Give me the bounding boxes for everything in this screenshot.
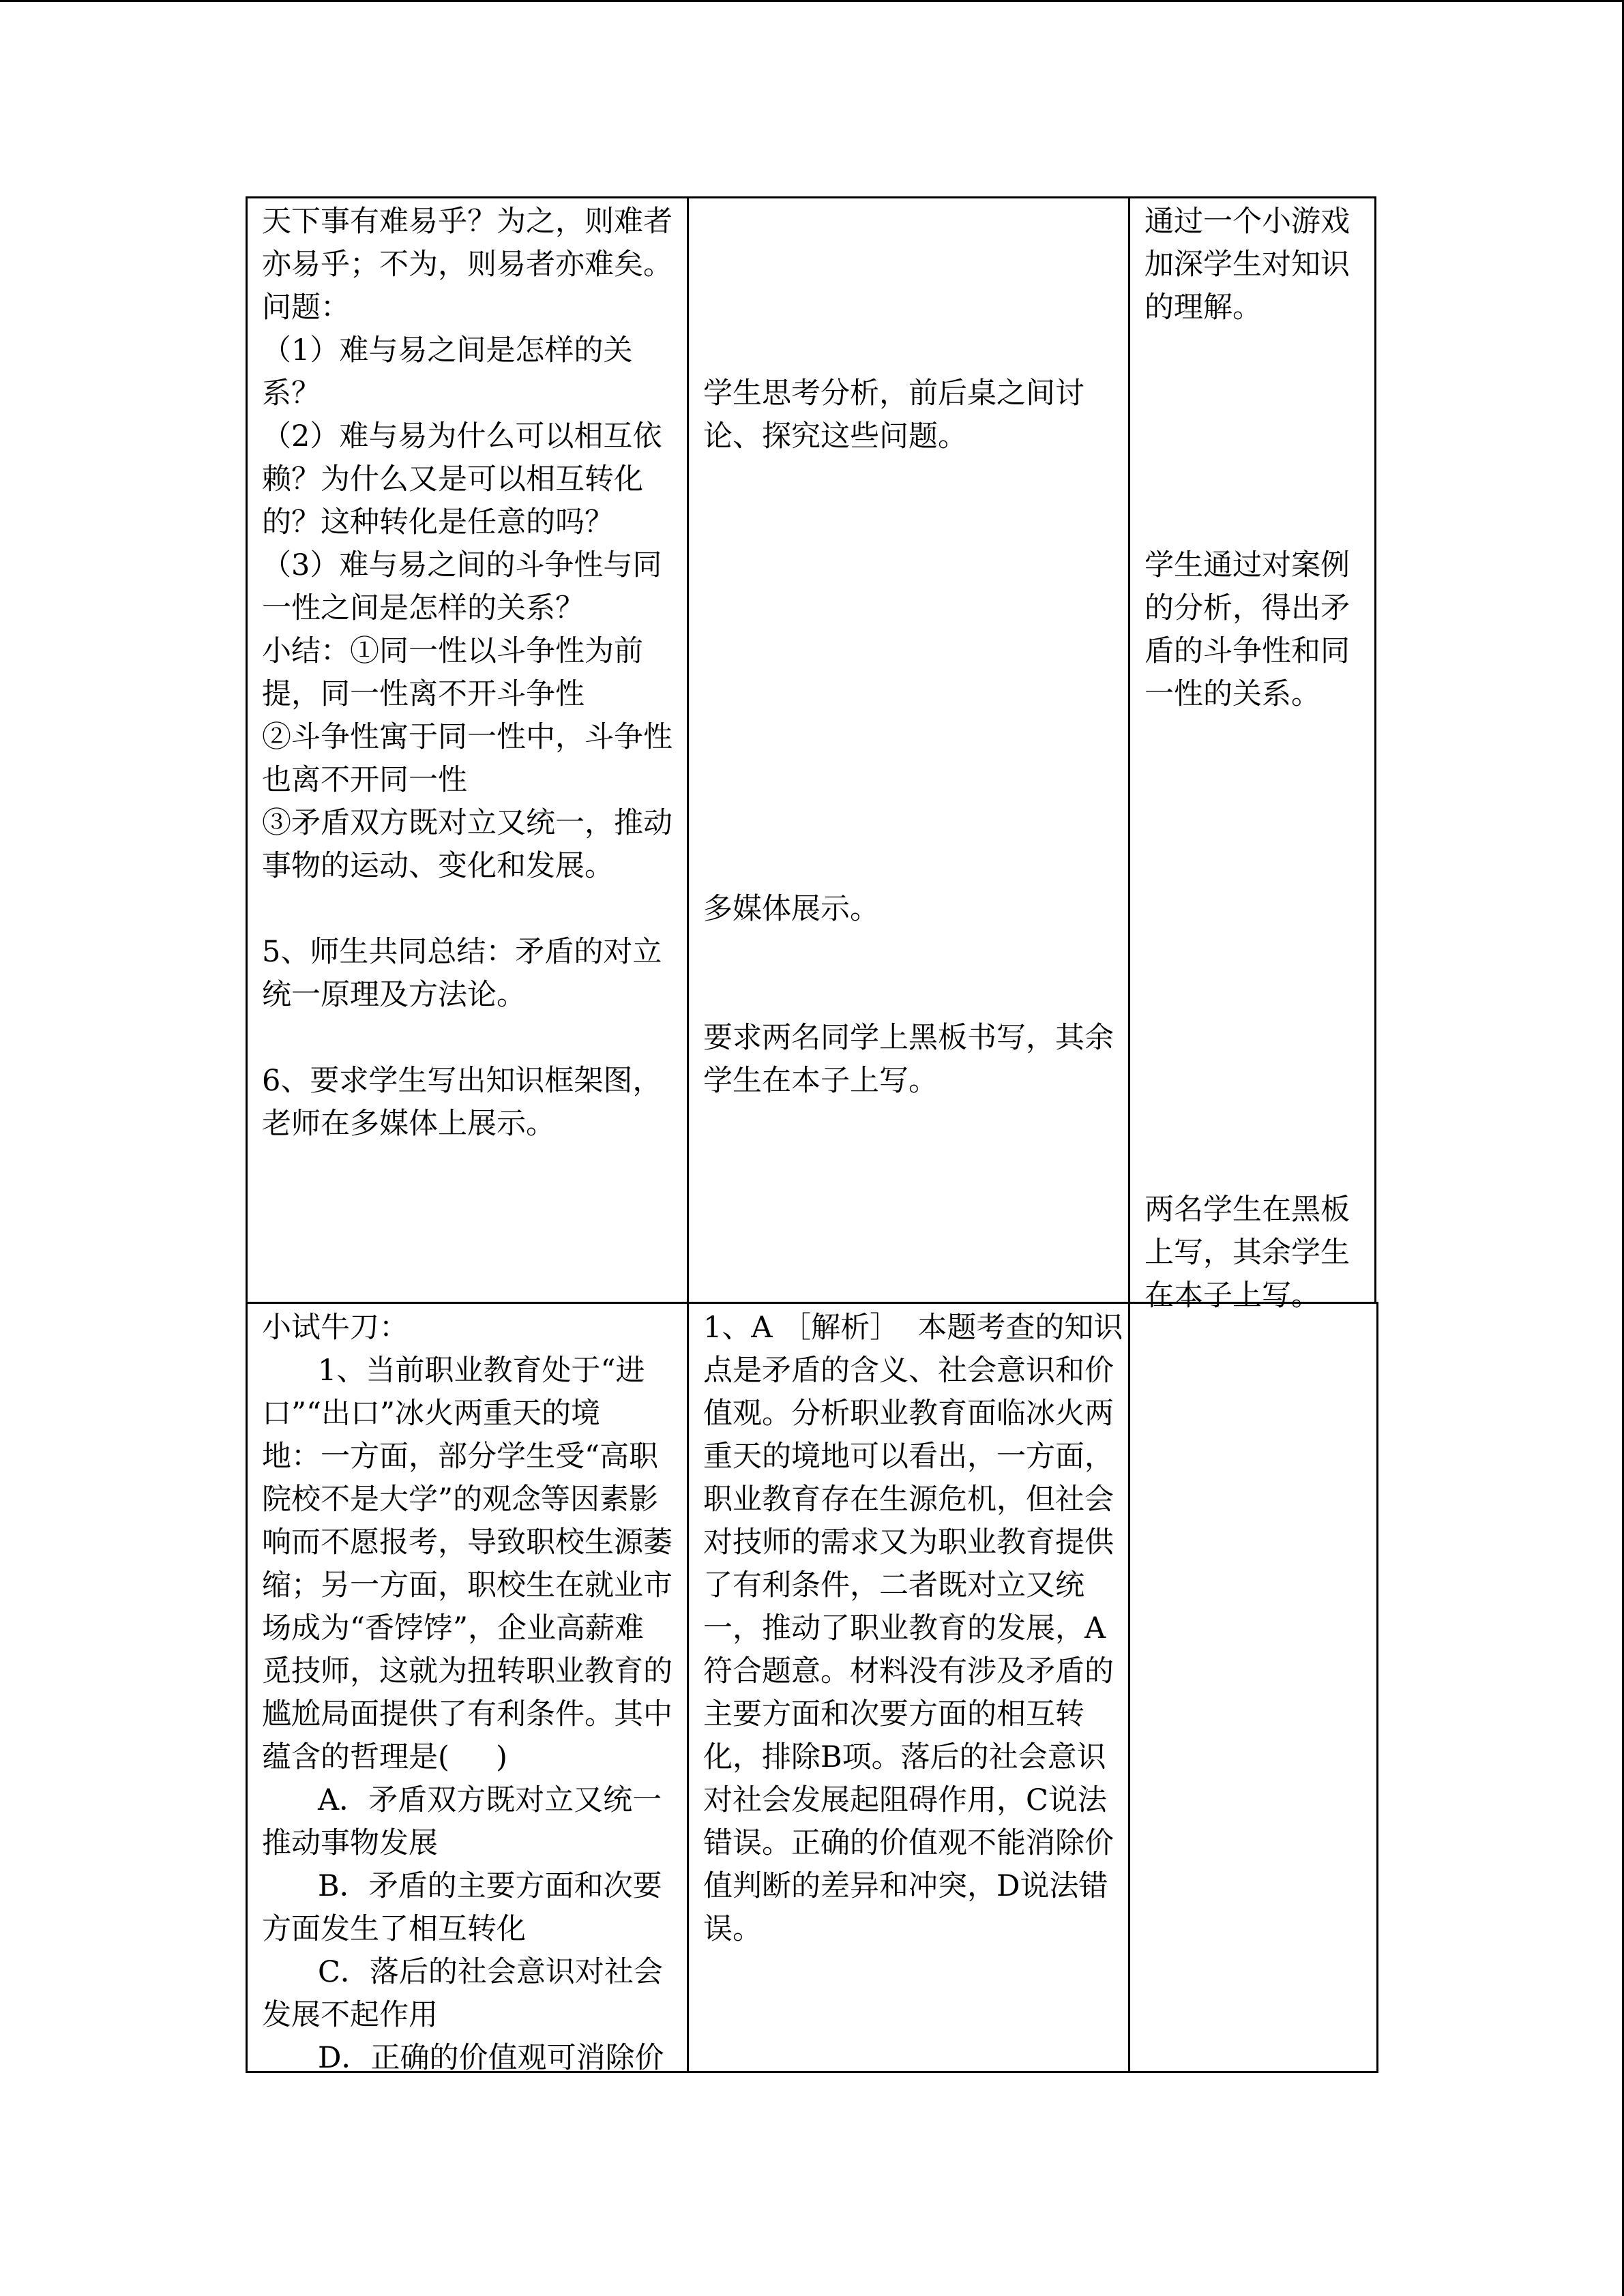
paragraph: 问题：: [262, 290, 350, 325]
paragraph: 了有利条件，二者既对立又统: [703, 1568, 1084, 1602]
paragraph: 1、当前职业教育处于“进: [262, 1354, 645, 1388]
paragraph: 主要方面和次要方面的相互转: [703, 1697, 1084, 1731]
paragraph: 两名学生在黑板: [1145, 1193, 1350, 1227]
paragraph: 提，同一性离不开斗争性: [262, 677, 585, 711]
paragraph: B．矛盾的主要方面和次要: [262, 1869, 662, 1903]
row1-col1-cell: [262, 200, 678, 1292]
paragraph: 一性的关系。: [1145, 677, 1320, 711]
paragraph: （1）难与易之间是怎样的关: [262, 333, 633, 368]
paragraph: 方面发生了相互转化: [262, 1912, 526, 1946]
paragraph: 值判断的差异和冲突，D说法错: [703, 1869, 1108, 1903]
table-border-right-lower: [1376, 1302, 1378, 2073]
paragraph: 要求两名同学上黑板书写，其余: [703, 1021, 1114, 1055]
paragraph: 一性之间是怎样的关系？: [262, 591, 585, 625]
paragraph: 口”“出口”冰火两重天的境: [262, 1397, 600, 1431]
paragraph: A．矛盾双方既对立又统一: [262, 1783, 662, 1817]
paragraph: 也离不开同一性: [262, 763, 467, 797]
paragraph: 推动事物发展: [262, 1826, 438, 1860]
paragraph: 学生思考分析，前后桌之间讨: [703, 376, 1084, 411]
paragraph: （2）难与易为什么可以相互依: [262, 419, 662, 453]
paragraph: 6、要求学生写出知识框架图，: [262, 1064, 662, 1098]
paragraph: 对社会发展起阻碍作用，C说法: [703, 1783, 1107, 1817]
paragraph: 的？这种转化是任意的吗？: [262, 505, 614, 539]
page-top-edge: [0, 0, 1624, 2]
paragraph: 地：一方面，部分学生受“高职: [262, 1440, 658, 1474]
paragraph: 1、A ［解析］ 本题考查的知识: [703, 1311, 1123, 1345]
paragraph: 符合题意。材料没有涉及矛盾的: [703, 1654, 1114, 1688]
table-border-left: [246, 196, 248, 2073]
paragraph: 响而不愿报考，导致职校生源萎: [262, 1525, 673, 1560]
paragraph: C．落后的社会意识对社会: [262, 1955, 663, 1989]
paragraph: 天下事有难易乎？为之，则难者: [262, 205, 673, 239]
paragraph: 职业教育存在生源危机，但社会: [703, 1482, 1114, 1517]
table-border-right-upper: [1374, 196, 1376, 1304]
paragraph: 一，推动了职业教育的发展，A: [703, 1611, 1106, 1645]
paragraph: 觅技师，这就为扭转职业教育的: [262, 1654, 673, 1688]
paragraph: 场成为“香饽饽”，企业高薪难: [262, 1611, 644, 1645]
table-divider-col2: [1128, 196, 1130, 2073]
paragraph: 系？: [262, 376, 321, 411]
paragraph: 上写，其余学生: [1145, 1236, 1350, 1270]
paragraph: 小结：①同一性以斗争性为前: [262, 634, 643, 668]
paragraph: 加深学生对知识: [1145, 248, 1350, 282]
paragraph: 蕴含的哲理是( ): [262, 1740, 507, 1774]
row1-col3-cell: [1145, 200, 1370, 1313]
table-divider-col1: [687, 196, 689, 2073]
paragraph: 小试牛刀：: [262, 1311, 409, 1345]
paragraph: ②斗争性寓于同一性中，斗争性: [262, 720, 673, 754]
table-border-top: [246, 196, 1376, 198]
paragraph: 对技师的需求又为职业教育提供: [703, 1525, 1114, 1560]
paragraph: ③矛盾双方既对立又统一，推动: [262, 806, 673, 840]
paragraph: 点是矛盾的含义、社会意识和价: [703, 1354, 1114, 1388]
paragraph: 错误。正确的价值观不能消除价: [703, 1826, 1114, 1860]
paragraph: 尴尬局面提供了有利条件。其中: [262, 1697, 673, 1731]
paragraph: 重天的境地可以看出，一方面，: [703, 1440, 1114, 1474]
paragraph: 院校不是大学”的观念等因素影: [262, 1482, 658, 1517]
paragraph: 缩；另一方面，职校生在就业市: [262, 1568, 673, 1602]
paragraph: （3）难与易之间的斗争性与同: [262, 548, 662, 582]
paragraph: 老师在多媒体上展示。: [262, 1107, 555, 1141]
paragraph: 盾的斗争性和同: [1145, 634, 1350, 668]
paragraph: 赖？为什么又是可以相互转化: [262, 462, 643, 496]
paragraph: 化，排除B项。落后的社会意识: [703, 1740, 1106, 1774]
paragraph: 亦易乎；不为，则易者亦难矣。: [262, 248, 673, 282]
paragraph: 学生通过对案例: [1145, 548, 1350, 582]
paragraph: 发展不起作用: [262, 1998, 438, 2032]
paragraph: 在本子上写。: [1145, 1279, 1320, 1313]
paragraph: 多媒体展示。: [703, 892, 879, 926]
paragraph: 通过一个小游戏: [1145, 205, 1350, 239]
paragraph: 学生在本子上写。: [703, 1064, 938, 1098]
row2-col1-cell: [262, 1307, 678, 2075]
paragraph: 5、师生共同总结：矛盾的对立: [262, 935, 662, 969]
row1-col2-cell: [703, 200, 1119, 1292]
row2-col2-cell: [703, 1307, 1123, 2067]
paragraph: 的理解。: [1145, 290, 1262, 325]
paragraph: 统一原理及方法论。: [262, 978, 526, 1012]
paragraph: D．正确的价值观可消除价: [262, 2041, 664, 2075]
paragraph: 的分析，得出矛: [1145, 591, 1350, 625]
paragraph: 误。: [703, 1912, 762, 1946]
paragraph: 论、探究这些问题。: [703, 419, 967, 453]
paragraph: 事物的运动、变化和发展。: [262, 849, 614, 883]
paragraph: 值观。分析职业教育面临冰火两: [703, 1397, 1114, 1431]
